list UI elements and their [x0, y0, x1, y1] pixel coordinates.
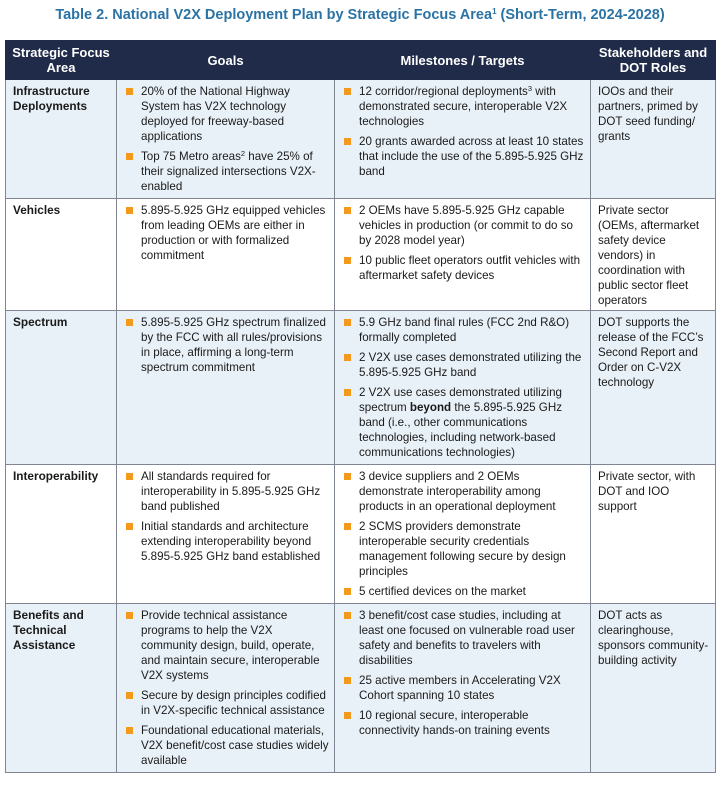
milestone-item [342, 253, 586, 283]
square-bullet-icon [126, 473, 133, 480]
milestone-text-body: 20 grants awarded across at least 10 states that include the use of the 5.895-5.925 GHz band [359, 135, 584, 178]
milestone-text-body: 2 V2X use cases demonstrated utilizing the 5.895-5.925 GHz band [359, 351, 582, 379]
milestone-text [359, 351, 581, 379]
square-bullet-icon [344, 257, 351, 264]
goal-text-body: 5.895-5.925 GHz equipped vehicles from leading OEMs are either in production or with formalized commitment [141, 204, 326, 262]
goal-item [124, 608, 330, 683]
milestone-item [342, 315, 586, 345]
header-stakeholders-dot-roles: Stakeholders and DOT Roles [591, 41, 716, 80]
milestone-text-body: 3 device suppliers and 2 OEMs demonstrate interoperability among products in an operational deployment [359, 470, 556, 513]
milestone-list [342, 469, 586, 599]
goal-item [124, 84, 330, 144]
milestone-text [359, 254, 580, 282]
goal-item [124, 149, 330, 194]
milestone-list [342, 608, 586, 738]
goal-list [124, 315, 330, 375]
table-row [6, 199, 716, 311]
stakeholders-cell: DOT supports the release of the FCC’s Second Report and Order on C-V2X technology [591, 311, 716, 465]
goal-text [141, 150, 316, 193]
milestone-text-start: 2 V2X use cases demonstrated utilizing spectrum [359, 386, 563, 414]
focus-area-cell: Vehicles [6, 199, 117, 311]
square-bullet-icon [344, 473, 351, 480]
header-row [6, 41, 716, 80]
square-bullet-icon [344, 354, 351, 361]
title-main: Table 2. National V2X Deployment Plan by Strategic Focus Area [55, 7, 493, 23]
milestone-list [342, 203, 586, 283]
milestone-item [342, 350, 586, 380]
milestones-cell [335, 199, 591, 311]
deployment-plan-table [5, 40, 716, 773]
milestone-item [342, 708, 586, 738]
table-row [6, 604, 716, 773]
milestone-item [342, 519, 586, 579]
goal-text [141, 609, 320, 682]
footnote-marker: 2 [240, 149, 246, 158]
milestones-cell [335, 80, 591, 199]
milestone-text-body: 10 public fleet operators outfit vehicles with aftermarket safety devices [359, 254, 581, 282]
square-bullet-icon [344, 523, 351, 530]
header-milestones-targets: Milestones / Targets [335, 41, 591, 80]
milestone-text [359, 674, 561, 702]
table-row [6, 80, 716, 199]
milestone-text-body: 5.9 GHz band final rules (FCC 2nd R&O) formally completed [359, 316, 570, 344]
milestone-list [342, 84, 586, 179]
milestone-item [342, 134, 586, 179]
milestone-text [359, 135, 583, 178]
square-bullet-icon [344, 389, 351, 396]
milestone-text [359, 204, 573, 247]
milestone-item [342, 673, 586, 703]
goal-list [124, 203, 330, 263]
goal-item [124, 315, 330, 375]
goal-item [124, 723, 330, 768]
goal-list [124, 84, 330, 194]
milestone-list [342, 315, 586, 460]
square-bullet-icon [344, 207, 351, 214]
square-bullet-icon [126, 523, 133, 530]
milestone-text-body: 25 active members in Accelerating V2X Cohort spanning 10 states [359, 674, 561, 702]
square-bullet-icon [126, 692, 133, 699]
goal-item [124, 688, 330, 718]
milestone-text-body: 2 OEMs have 5.895-5.925 GHz capable vehicles in production (or commit to do so by 2028 model year) [359, 204, 573, 247]
square-bullet-icon [344, 138, 351, 145]
stakeholders-cell: Private sector (OEMs, aftermarket safety device vendors) in coordination with public sector fleet operators [591, 199, 716, 311]
emphasis-text: beyond [409, 401, 452, 414]
goal-list [124, 608, 330, 768]
stakeholders-cell: DOT acts as clearinghouse, sponsors community-building activity [591, 604, 716, 773]
milestone-text-body: 2 SCMS providers demonstrate interoperable security credentials management following secure by design principles [359, 520, 566, 578]
milestone-text [359, 470, 556, 513]
goal-item [124, 469, 330, 514]
square-bullet-icon [126, 153, 133, 160]
footnote-marker: 3 [527, 84, 533, 93]
title-footnote: 1 [492, 7, 497, 16]
focus-area-cell: Spectrum [6, 311, 117, 465]
goal-text-body: Initial standards and architecture extending interoperability beyond 5.895-5.925 GHz band established [141, 520, 321, 563]
goals-cell [117, 465, 335, 604]
milestone-item [342, 608, 586, 668]
milestones-cell [335, 465, 591, 604]
table-body [6, 80, 716, 773]
focus-area-cell: Interoperability [6, 465, 117, 604]
goal-text-end: have 25% of their signalized intersections V2X-enabled [141, 150, 316, 193]
milestone-text-body: 5 certified devices on the market [359, 585, 526, 598]
goal-text [141, 316, 326, 374]
goals-cell [117, 80, 335, 199]
square-bullet-icon [344, 677, 351, 684]
milestone-item [342, 584, 586, 599]
focus-area-cell: Benefits and Technical Assistance [6, 604, 117, 773]
goal-text [141, 85, 290, 143]
square-bullet-icon [344, 612, 351, 619]
milestone-text [359, 316, 569, 344]
milestone-item [342, 203, 586, 248]
goal-text-body: All standards required for interoperability in 5.895-5.925 GHz band published [141, 470, 321, 513]
goal-text [141, 204, 325, 262]
square-bullet-icon [126, 612, 133, 619]
milestone-item [342, 469, 586, 514]
milestone-text-end: the 5.895-5.925 GHz band (i.e., other communications technologies, including network-based communications technologies) [359, 401, 562, 459]
goals-cell [117, 311, 335, 465]
milestone-text-body: 3 benefit/cost case studies, including at least one focused on vulnerable road user safety and benefits to travelers with disabilities [359, 609, 575, 667]
goals-cell [117, 604, 335, 773]
milestones-cell [335, 604, 591, 773]
goal-item [124, 519, 330, 564]
milestone-text [359, 85, 567, 128]
header-goals: Goals [117, 41, 335, 80]
goal-text-body: Foundational educational materials, V2X benefit/cost case studies widely available [141, 724, 329, 767]
stakeholders-cell: Private sector, with DOT and IOO support [591, 465, 716, 604]
header-strategic-focus-area: Strategic Focus Area [6, 41, 117, 80]
square-bullet-icon [126, 727, 133, 734]
table-row [6, 311, 716, 465]
square-bullet-icon [126, 88, 133, 95]
square-bullet-icon [126, 207, 133, 214]
goal-item [124, 203, 330, 263]
goal-text [141, 689, 326, 717]
table-row [6, 465, 716, 604]
milestone-text-start: 12 corridor/regional deployments [359, 85, 528, 98]
goal-text-body: Secure by design principles codified in V2X-specific technical assistance [141, 689, 326, 717]
goal-text-start: Top 75 Metro areas [141, 150, 241, 163]
square-bullet-icon [344, 712, 351, 719]
milestones-cell [335, 311, 591, 465]
stakeholders-cell: IOOs and their partners, primed by DOT seed funding/ grants [591, 80, 716, 199]
milestone-text-body: 10 regional secure, interoperable connectivity hands-on training events [359, 709, 550, 737]
milestone-text [359, 609, 575, 667]
square-bullet-icon [344, 319, 351, 326]
goal-text [141, 520, 320, 563]
milestone-text [359, 709, 550, 737]
goal-text [141, 724, 329, 767]
milestone-text-end: with demonstrated secure, interoperable V2X technologies [359, 85, 568, 128]
square-bullet-icon [344, 88, 351, 95]
milestone-item [342, 84, 586, 129]
milestone-text [359, 520, 566, 578]
goal-text [141, 470, 320, 513]
title-suffix: (Short-Term, 2024-2028) [496, 7, 665, 23]
goal-text-body: 20% of the National Highway System has V2X technology deployed for freeway-based applications [141, 85, 290, 143]
milestone-text [359, 585, 526, 598]
focus-area-cell: Infrastructure Deployments [6, 80, 117, 199]
milestone-item [342, 385, 586, 460]
goal-text-body: Provide technical assistance programs to help the V2X community design, build, operate, and maintain secure, interoperable V2X systems [141, 609, 320, 682]
goals-cell [117, 199, 335, 311]
goal-list [124, 469, 330, 564]
square-bullet-icon [126, 319, 133, 326]
square-bullet-icon [344, 588, 351, 595]
goal-text-body: 5.895-5.925 GHz spectrum finalized by the FCC with all rules/provisions in place, affirming a long-term spectrum commitment [141, 316, 326, 374]
milestone-text [359, 386, 562, 459]
table-title [0, 0, 720, 35]
